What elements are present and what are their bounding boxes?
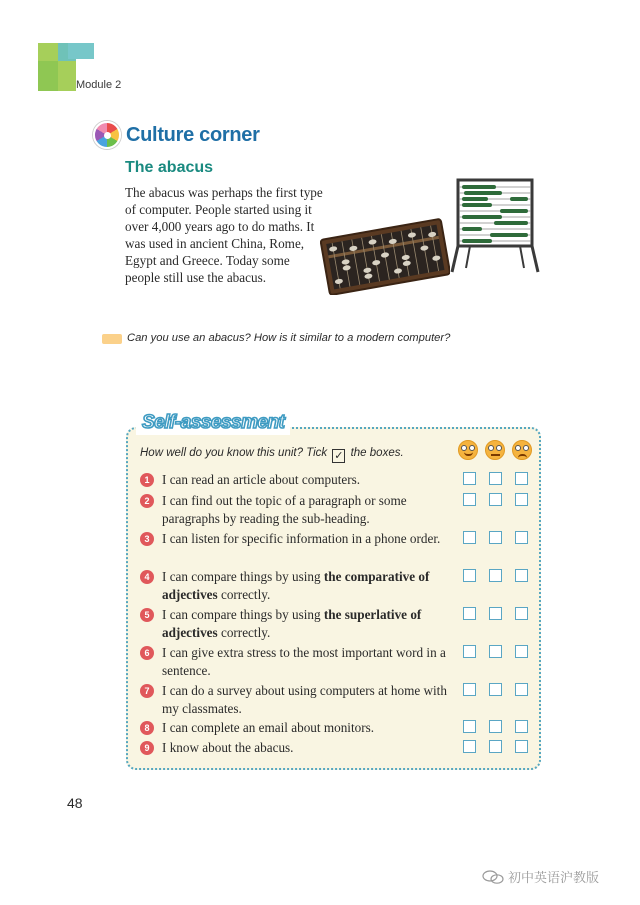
item-text: I can listen for specific information in a phone order. [162, 531, 441, 546]
rating-checkboxes [463, 493, 533, 509]
item-number: 9 [140, 741, 154, 755]
checkbox-happy[interactable] [463, 683, 476, 696]
checkbox-happy[interactable] [463, 531, 476, 544]
item-number: 6 [140, 646, 154, 660]
item-number: 7 [140, 684, 154, 698]
checkbox-happy[interactable] [463, 472, 476, 485]
question-marker [102, 334, 122, 344]
watermark-text: 初中英语沪教版 [508, 870, 600, 885]
item-text: I can find out the topic of a paragraph or some paragraphs by reading the sub-heading. [162, 493, 407, 526]
item-number: 1 [140, 473, 154, 487]
checkbox-happy[interactable] [463, 645, 476, 658]
checkbox-sad[interactable] [515, 740, 528, 753]
checkbox-neutral[interactable] [489, 531, 502, 544]
checkbox-sad[interactable] [515, 607, 528, 620]
item-text: I can give extra stress to the most important word in a sentence. [162, 645, 446, 678]
item-text: I can compare things by using the superlative of adjectives correctly. [162, 607, 422, 640]
checkbox-happy[interactable] [463, 607, 476, 620]
rating-faces [458, 440, 538, 464]
checkbox-neutral[interactable] [489, 720, 502, 733]
checkbox-sad[interactable] [515, 569, 528, 582]
item-number: 8 [140, 721, 154, 735]
section-subtitle: The abacus [125, 159, 214, 176]
item-text: I can complete an email about monitors. [162, 720, 375, 735]
item-number: 4 [140, 570, 154, 584]
wechat-icon [482, 870, 504, 884]
culture-corner-icon [93, 121, 121, 149]
checkbox-sad[interactable] [515, 531, 528, 544]
item-text: I know about the abacus. [162, 740, 294, 755]
watermark [482, 867, 599, 886]
tick-example-icon: ✓ [334, 450, 344, 462]
standing-abacus-image [450, 176, 540, 276]
item-number: 2 [140, 494, 154, 508]
instructions-text-start: How well do you know this unit? Tick [140, 447, 328, 459]
horizontal-abacus-image [320, 215, 450, 295]
checkbox-sad[interactable] [515, 493, 528, 506]
checkbox-happy[interactable] [463, 569, 476, 582]
item-number: 3 [140, 532, 154, 546]
checkbox-neutral[interactable] [489, 472, 502, 485]
item-text: I can compare things by using the comparative of adjectives correctly. [162, 569, 430, 602]
self-assessment-title-wrap [136, 411, 290, 435]
abacus-paragraph: The abacus was perhaps the first type of computer. People started using it over 4,000 years ago to do maths. It was used in ancient China, Rome, Egypt and Greece. Today some people still use the abacus. [125, 185, 323, 286]
instructions-text-end: the boxes. [350, 447, 404, 459]
checkbox-happy[interactable] [463, 720, 476, 733]
rating-checkboxes [463, 645, 533, 661]
rating-checkboxes [463, 740, 533, 756]
self-assessment-title: Self-assessment [142, 412, 285, 433]
item-text: I can do a survey about using computers at home with my classmates. [162, 683, 447, 716]
checkbox-neutral[interactable] [489, 493, 502, 506]
neutral-face-icon [485, 440, 505, 460]
rating-checkboxes [463, 569, 533, 585]
checkbox-neutral[interactable] [489, 740, 502, 753]
rating-checkboxes [463, 683, 533, 699]
checkbox-neutral[interactable] [489, 607, 502, 620]
checkbox-neutral[interactable] [489, 569, 502, 582]
module-label: Module 2 [76, 79, 122, 91]
page-number: 48 [67, 795, 83, 811]
checkbox-sad[interactable] [515, 645, 528, 658]
sad-face-icon [512, 440, 532, 460]
rating-checkboxes [463, 720, 533, 736]
checkbox-neutral[interactable] [489, 645, 502, 658]
checkbox-happy[interactable] [463, 493, 476, 506]
rating-checkboxes [463, 472, 533, 488]
checkbox-sad[interactable] [515, 683, 528, 696]
checkbox-sad[interactable] [515, 720, 528, 733]
checkbox-happy[interactable] [463, 740, 476, 753]
checkbox-neutral[interactable] [489, 683, 502, 696]
happy-face-icon [458, 440, 478, 460]
checkbox-sad[interactable] [515, 472, 528, 485]
section-title: Culture corner [126, 124, 260, 146]
item-text: I can read an article about computers. [162, 472, 361, 487]
self-assessment-instructions [140, 447, 404, 463]
item-number: 5 [140, 608, 154, 622]
rating-checkboxes [463, 607, 533, 623]
discussion-question: Can you use an abacus? How is it similar to a modern computer? [127, 332, 451, 344]
rating-checkboxes [463, 531, 533, 547]
